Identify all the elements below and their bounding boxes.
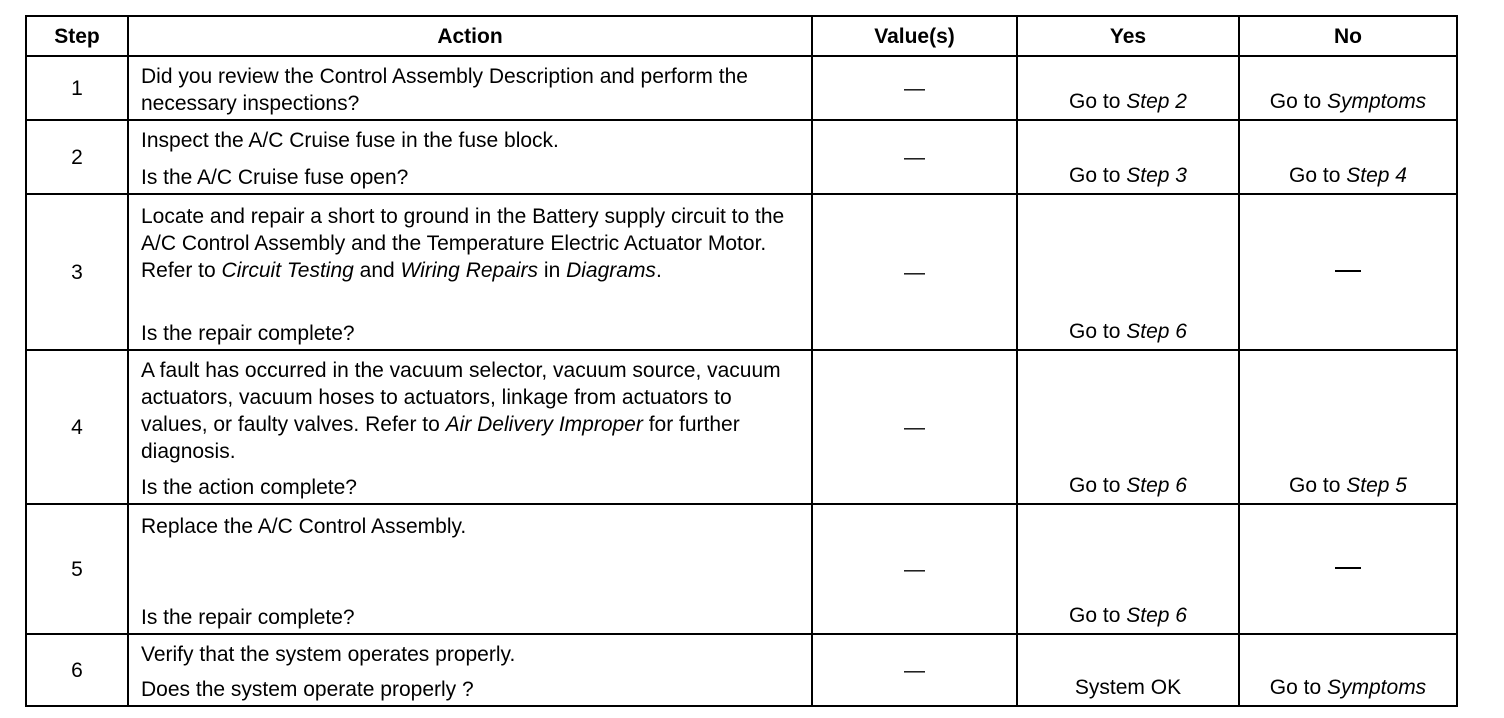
yes-cell — [1017, 504, 1239, 634]
action-text — [141, 641, 803, 668]
value-cell — [812, 56, 1017, 120]
text-run: Go to — [1069, 90, 1127, 113]
header-no: No — [1239, 16, 1457, 56]
no-dash-icon — [1335, 567, 1361, 569]
yes-cell — [1017, 634, 1239, 706]
text-run: Does the system operate properly ? — [141, 678, 474, 701]
action-content — [141, 635, 803, 703]
text-run: Did you review the Control Assembly Description and perform the necessary inspections? — [141, 65, 748, 115]
no-cell — [1239, 504, 1457, 634]
no-cell — [1239, 120, 1457, 194]
text-run: A fault has occurred in the vacuum selector, vacuum source, vacuum actuators, vacuum hoses to actuators, linkage from actuators to values, or faulty valves. Refer to — [141, 359, 781, 436]
table-row — [26, 194, 1457, 350]
action-content — [141, 121, 803, 191]
action-cell — [128, 634, 812, 706]
text-run: Inspect the A/C Cruise fuse in the fuse block. — [141, 129, 559, 152]
text-run: Diagrams — [566, 259, 656, 282]
value-dash: — — [904, 260, 925, 284]
text-run: Replace the A/C Control Assembly. — [141, 515, 467, 538]
step-cell: 5 — [26, 504, 128, 634]
text-run: Go to — [1069, 164, 1127, 187]
step-cell: 2 — [26, 120, 128, 194]
table-row — [26, 350, 1457, 504]
step-cell: 6 — [26, 634, 128, 706]
value-cell — [812, 194, 1017, 350]
action-content — [141, 195, 803, 347]
yes-cell — [1017, 120, 1239, 194]
text-run: Step 5 — [1346, 474, 1407, 497]
text-run: in — [538, 259, 567, 282]
header-action: Action — [128, 16, 812, 56]
header-step: Step — [26, 16, 128, 56]
header-values: Value(s) — [812, 16, 1017, 56]
text-run: Step 6 — [1126, 320, 1187, 343]
action-text — [141, 127, 803, 154]
no-cell — [1239, 194, 1457, 350]
text-run: Step 6 — [1126, 474, 1187, 497]
text-run: Symptoms — [1327, 676, 1427, 699]
action-text — [141, 357, 803, 465]
value-dash: — — [904, 76, 925, 100]
no-cell — [1239, 56, 1457, 120]
action-cell — [128, 120, 812, 194]
diagnostic-table — [25, 15, 1458, 707]
text-run: Is the action complete? — [141, 476, 357, 499]
action-content — [141, 57, 803, 117]
action-content — [141, 351, 803, 501]
text-run: Step 3 — [1126, 164, 1187, 187]
text-run: Go to — [1069, 474, 1127, 497]
table-row — [26, 56, 1457, 120]
action-cell — [128, 56, 812, 120]
text-run: Go to — [1069, 320, 1127, 343]
text-run: System OK — [1074, 676, 1182, 699]
text-run: . — [655, 259, 662, 282]
step-cell: 1 — [26, 56, 128, 120]
text-run: and — [353, 259, 401, 282]
header-row — [26, 16, 1457, 56]
text-run: Wiring Repairs — [400, 259, 539, 282]
action-text — [141, 203, 803, 284]
text-run: Verify that the system operates properly. — [141, 643, 516, 666]
action-cell — [128, 194, 812, 350]
step-cell: 3 — [26, 194, 128, 350]
text-run: Step 4 — [1346, 164, 1407, 187]
value-cell — [812, 350, 1017, 504]
text-run: Locate and repair a short to ground in the Battery supply circuit to the A/C Control Assembly and the Temperature Electric Actuator Motor. Refer to — [141, 205, 785, 282]
text-run: Go to — [1269, 676, 1327, 699]
value-dash: — — [904, 145, 925, 169]
text-run: Circuit Testing — [221, 259, 354, 282]
text-run: Go to — [1289, 164, 1347, 187]
text-run: Step 6 — [1126, 604, 1187, 627]
table-row — [26, 504, 1457, 634]
no-cell — [1239, 350, 1457, 504]
action-question — [141, 320, 803, 347]
text-run: Air Delivery Improper — [445, 413, 643, 436]
table-row — [26, 634, 1457, 706]
text-run: Is the A/C Cruise fuse open? — [141, 166, 409, 189]
action-text — [141, 513, 803, 540]
yes-cell — [1017, 350, 1239, 504]
action-cell — [128, 350, 812, 504]
action-question — [141, 604, 803, 631]
action-content — [141, 505, 803, 631]
value-dash: — — [904, 557, 925, 581]
text-run: Is the repair complete? — [141, 322, 355, 345]
text-run: Is the repair complete? — [141, 606, 355, 629]
text-run: Symptoms — [1327, 90, 1427, 113]
action-text — [141, 63, 803, 117]
value-cell — [812, 120, 1017, 194]
text-run: Go to — [1069, 604, 1127, 627]
no-cell — [1239, 634, 1457, 706]
value-cell — [812, 634, 1017, 706]
action-question — [141, 474, 803, 501]
table-row — [26, 120, 1457, 194]
yes-cell — [1017, 194, 1239, 350]
step-cell: 4 — [26, 350, 128, 504]
text-run: Step 2 — [1126, 90, 1187, 113]
text-run: Go to — [1289, 474, 1347, 497]
header-yes: Yes — [1017, 16, 1239, 56]
text-run: Go to — [1269, 90, 1327, 113]
yes-cell — [1017, 56, 1239, 120]
action-question — [141, 164, 803, 191]
text-run: for further diagnosis. — [141, 413, 740, 463]
value-cell — [812, 504, 1017, 634]
value-dash: — — [904, 415, 925, 439]
action-cell — [128, 504, 812, 634]
action-question — [141, 676, 803, 703]
no-dash-icon — [1335, 270, 1361, 272]
value-dash: — — [904, 658, 925, 682]
